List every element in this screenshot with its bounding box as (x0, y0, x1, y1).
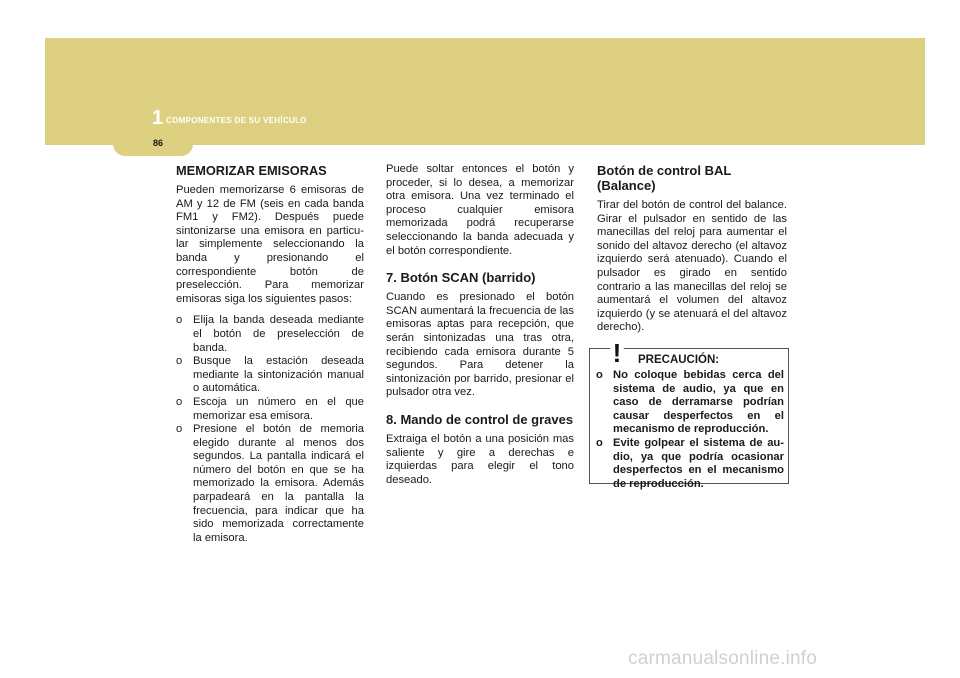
balance-text: Tirar del botón de control del balance. Girar el pulsador en sentido de las manecillas del reloj para aumentar el sonido del altavoz derecho (el altavoz izquierdo será atenuado). Cuando el pulsador es girado en sentido contrario a las manecillas del reloj se aumentará el volumen del altavoz izquierdo (y se atenuará el del altavoz derecho). (597, 199, 787, 334)
page-number: 86 (153, 138, 164, 148)
list-item: o Elija la banda deseada mediante el botón de preselección de banda. (176, 314, 364, 355)
memorizar-continuation: Puede soltar entonces el botón y proceder, si lo desea, a memorizar otra emisora. Una vez terminado el proceso cualquier emisora memorizada podrá recuperarse seleccionando la banda adecuada y el botón correspondiente. (386, 163, 574, 257)
caution-list (596, 369, 784, 491)
list-item: o Presione el botón de memoria elegido durante al menos dos segundos. La pantalla indicará el número del botón en que se ha memorizado la emisora. Además parpadeará en la pantalla la frecuencia, para indicar que ha sido memorizada correctamente la emisora. (176, 423, 364, 545)
column-scan-graves (386, 163, 574, 487)
caution-title: PRECAUCIÓN: (638, 354, 720, 366)
graves-text: Extraiga el botón a una posición mas saliente y gire a derechas e izquierdas para elegir el tono deseado. (386, 432, 574, 486)
list-item: o Busque la estación deseada mediante la sintonización manual o automática. (176, 355, 364, 396)
chapter-title: COMPONENTES DE SU VEHÍCULO (166, 116, 307, 125)
caution-box (589, 338, 789, 490)
scan-text: Cuando es presionado el botón SCAN aumentará la frecuencia de las emisoras aptas para recepción, que serán sintonizadas una tras otra, recibiendo cada emisora durante 5 segundos. Para detener la sintonización por barrido, presionar el pulsador otra vez. (386, 291, 574, 399)
heading-balance: Botón de control BAL (Balance) (597, 163, 732, 193)
list-item: o No coloque bebidas cerca del sistema de audio, ya que en caso de derramarse podrían causar desperfectos en el mecanismo de reproducción. (596, 369, 784, 437)
heading-scan: 7. Botón SCAN (barrido) (386, 270, 536, 286)
chapter-number: 1 (152, 107, 164, 129)
svg-text:!: ! (612, 338, 622, 367)
warning-triangle-icon (600, 335, 634, 367)
memorizar-intro: Pueden memorizarse 6 emisoras de AM y 12 de FM (seis en cada banda FM1 y FM2). Después puede sintonizarse una emisora en particu-lar simplemente seleccionando la banda y presionando el correspondiente botón de preselección. Para memorizar emisoras siga los siguientes pasos: (176, 184, 364, 305)
heading-memorizar: MEMORIZAR EMISORAS (176, 163, 327, 178)
watermark-link[interactable]: carmanualsonline.info (628, 648, 818, 669)
memorizar-steps (176, 314, 364, 545)
list-item: o Escoja un número en el que memorizar esa emisora. (176, 396, 364, 423)
heading-graves: 8. Mando de control de graves (386, 411, 574, 427)
column-memorizar (176, 163, 364, 545)
column-balance (597, 163, 787, 335)
header-band (45, 38, 925, 145)
list-item: o Evite golpear el sistema de au-dio, ya que podría ocasionar desperfectos en el mecanismo de reproducción. (596, 437, 784, 491)
